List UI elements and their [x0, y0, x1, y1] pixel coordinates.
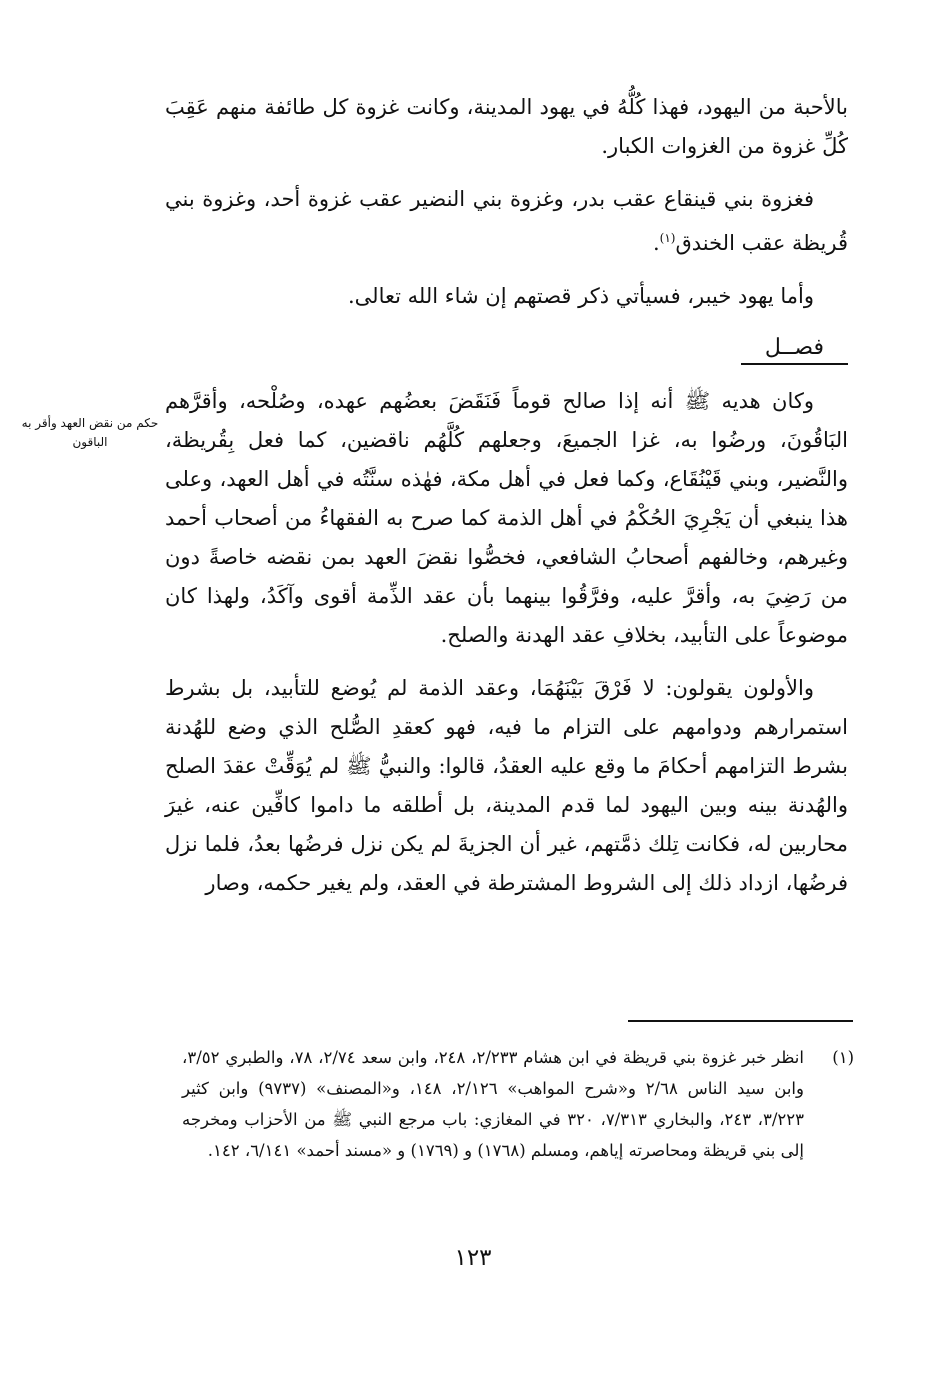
section-paragraph-2: والأولون يقولون: لا فَرْقَ بَيْنَهُمَا، وعقد الذمة لم يُوضع للتأبيد، بل بشرط استمرارهم ودوامهم على التزام ما فيه، فهو كعقدِ الصُّلح الذي وضع للهُدنة بشرط التزامهم أحكامَ ما وقع عليه العقدُ، قالوا: والنبيُّ ﷺ لم يُوَقِّتْ عقدَ الصلح والهُدنة بينه وبين اليهود لما قدم المدينة، بل أطلقه ما داموا كافِّين عنه، غيرَ محاربين له، فكانت تِلك ذمَّتهم، غير أن الجزيةَ لم يكن نزل فرضُها بعدُ، فلما نزل فرضُها، ازداد ذلك إلى الشروط المشترطة في العقد، ولم يغير حكمه، وصار: [165, 676, 848, 895]
section-paragraph-1: وكان هديه ﷺ أنه إذا صالح قوماً فَنَقَضَ بعضُهم عهده، وصُلْحه، وأقرَّهم البَاقُونَ، ورضُوا به، غزا الجميعَ، وجعلهم كُلَّهُم ناقضين، كما فعل بِقُريظة، والنَّضير، وبني قَيْنُقَاع، وكما فعل في أهل مكة، فهٰذه سنَّتُه في أهل العهد، وعلى هذا ينبغي أن يَجْرِيَ الحُكْمُ في أهل الذمة كما صرح به الفقهاءُ من أصحاب أحمد وغيرهم، وخالفهم أصحابُ الشافعي، فخصُّوا نقضَ العهد بمن نقضه خاصةً دون من رَضِيَ به، وأقرَّ عليه، وفرَّقُوا بينهما بأن عقد الذِّمة أقوى وآكَدُ، ولهذا كان موضوعاً على التأبيد، بخلافِ عقد الهدنة والصلح.: [165, 389, 848, 647]
footnote-row: [182, 1042, 854, 1166]
footnote-number: (١): [832, 1048, 854, 1067]
section-heading: [165, 328, 848, 368]
paragraph-2-period: .: [652, 231, 660, 255]
footnote-text: انظر خبر غزوة بني قريظة في ابن هشام ٢/٢٣٣، ٢٤٨، وابن سعد ٢/٧٤، ٧٨، والطبري ٣/٥٢، وابن سيد الناس ٢/٦٨ و«شرح المواهب» ٢/١٢٦، ١٤٨، و«المصنف» (٩٧٣٧) وابن كثير ٣/٢٢٣، ٢٤٣، والبخاري ٧/٣١٣، ٣٢٠ في المغازي: باب مرجع النبي ﷺ من الأحزاب ومخرجه إلى بني قريظة ومحاصرته إياهم، ومسلم (١٧٦٨) و (١٧٦٩) و «مسند أحمد» ٦/١٤١، ١٤٢.: [182, 1048, 804, 1160]
footnote-marker: (١): [659, 231, 676, 245]
paragraph-2: [165, 180, 848, 263]
section-heading-text: فصــل: [741, 333, 848, 365]
paragraph-2-text: فغزوة بني قينقاع عقب بدر، وغزوة بني النضير عقب غزوة أحد، وغزوة بني قُريظة عقب الخندق: [165, 187, 848, 255]
page-number: ١٢٣: [454, 1245, 492, 1271]
paragraph-1: بالأحبة من اليهود، فهذا كُلُّهُ في يهود المدينة، وكانت غزوة كل طائفة منهم عَقِبَ كُلِّ غزوة من الغزوات الكبار.: [165, 95, 848, 158]
margin-note: حكم من نقض العهد وأقر به الباقون: [21, 416, 159, 449]
paragraph-3: وأما يهود خيبر، فسيأتي ذكر قصتهم إن شاء الله تعالى.: [348, 284, 814, 308]
footnote-divider: [628, 1020, 853, 1022]
main-text: [165, 88, 848, 903]
footnote: [182, 1042, 854, 1166]
